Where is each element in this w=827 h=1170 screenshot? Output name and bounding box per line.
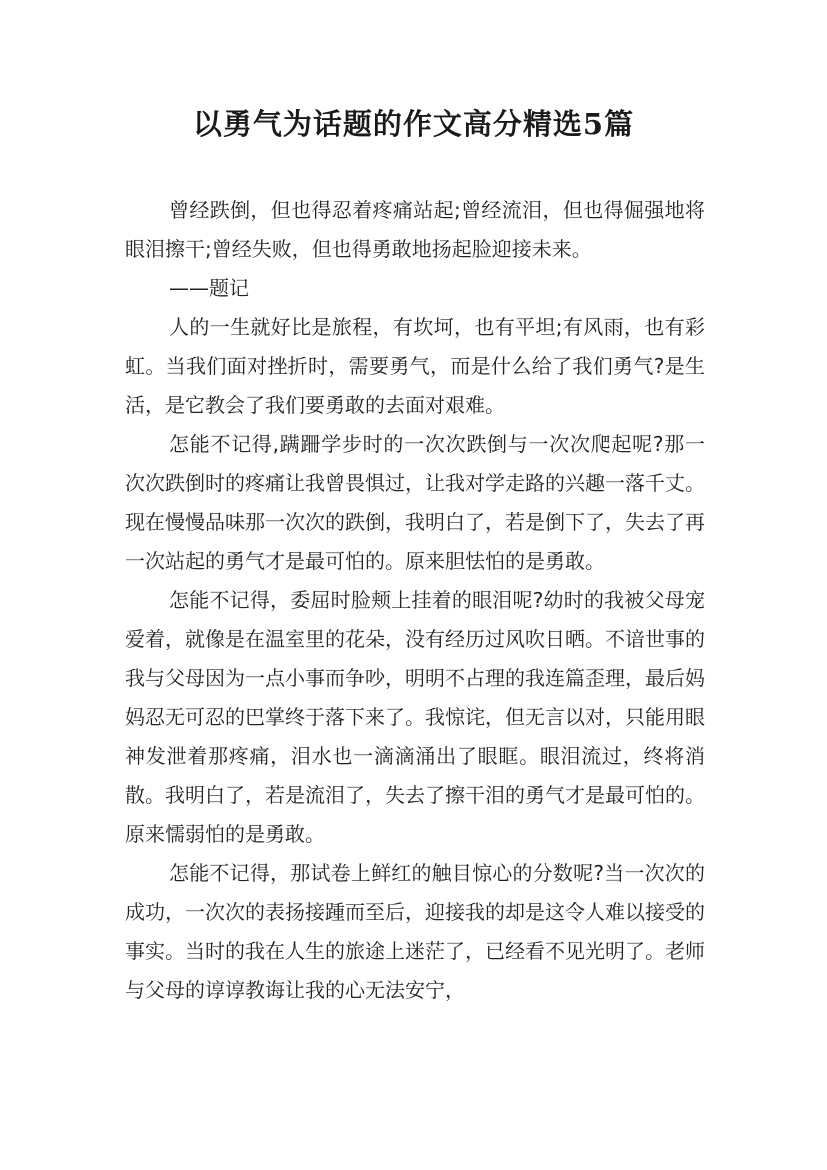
paragraph-intro: 人的一生就好比是旅程，有坎坷，也有平坦;有风雨，也有彩虹。当我们面对挫折时，需要勇气，而是什么给了我们勇气?是生活，是它教会了我们要勇敢的去面对艰难。 (125, 315, 705, 417)
paragraph-exam: 怎能不记得，那试卷上鲜红的触目惊心的分数呢?当一次次的成功，一次次的表扬接踵而至后，迎接我的却是这令人难以接受的事实。当时的我在人生的旅途上迷茫了，已经看不见光明了。老师与父母的谆谆教诲让我的心无法安宁， (125, 861, 705, 1002)
document-title: 以勇气为话题的作文高分精选5篇 (192, 107, 635, 141)
paragraph-epigraph: 曾经跌倒，但也得忍着疼痛站起;曾经流泪，但也得倔强地将眼泪擦干;曾经失败，但也得勇敢地扬起脸迎接未来。 (125, 198, 705, 261)
paragraph-falling: 怎能不记得,蹒跚学步时的一次次跌倒与一次次爬起呢?那一次次跌倒时的疼痛让我曾畏惧过，让我对学走路的兴趣一落千丈。现在慢慢品味那一次次的跌倒，我明白了，若是倒下了，失去了再一次站起的勇气才是最可怕的。原来胆怯怕的是勇敢。 (125, 432, 705, 573)
document-body (125, 191, 705, 1010)
paragraph-epigraph-signature: ——题记 (169, 276, 249, 300)
paragraph-tears: 怎能不记得，委屈时脸颊上挂着的眼泪呢?幼时的我被父母宠爱着，就像是在温室里的花朵，没有经历过风吹日晒。不谙世事的我与父母因为一点小事而争吵，明明不占理的我连篇歪理，最后妈妈忍无可忍的巴掌终于落下来了。我惊诧，但无言以对，只能用眼神发泄着那疼痛，泪水也一滴滴涌出了眼眶。眼泪流过，终将消散。我明白了，若是流泪了，失去了擦干泪的勇气才是最可怕的。原来懦弱怕的是勇敢。 (125, 588, 705, 846)
